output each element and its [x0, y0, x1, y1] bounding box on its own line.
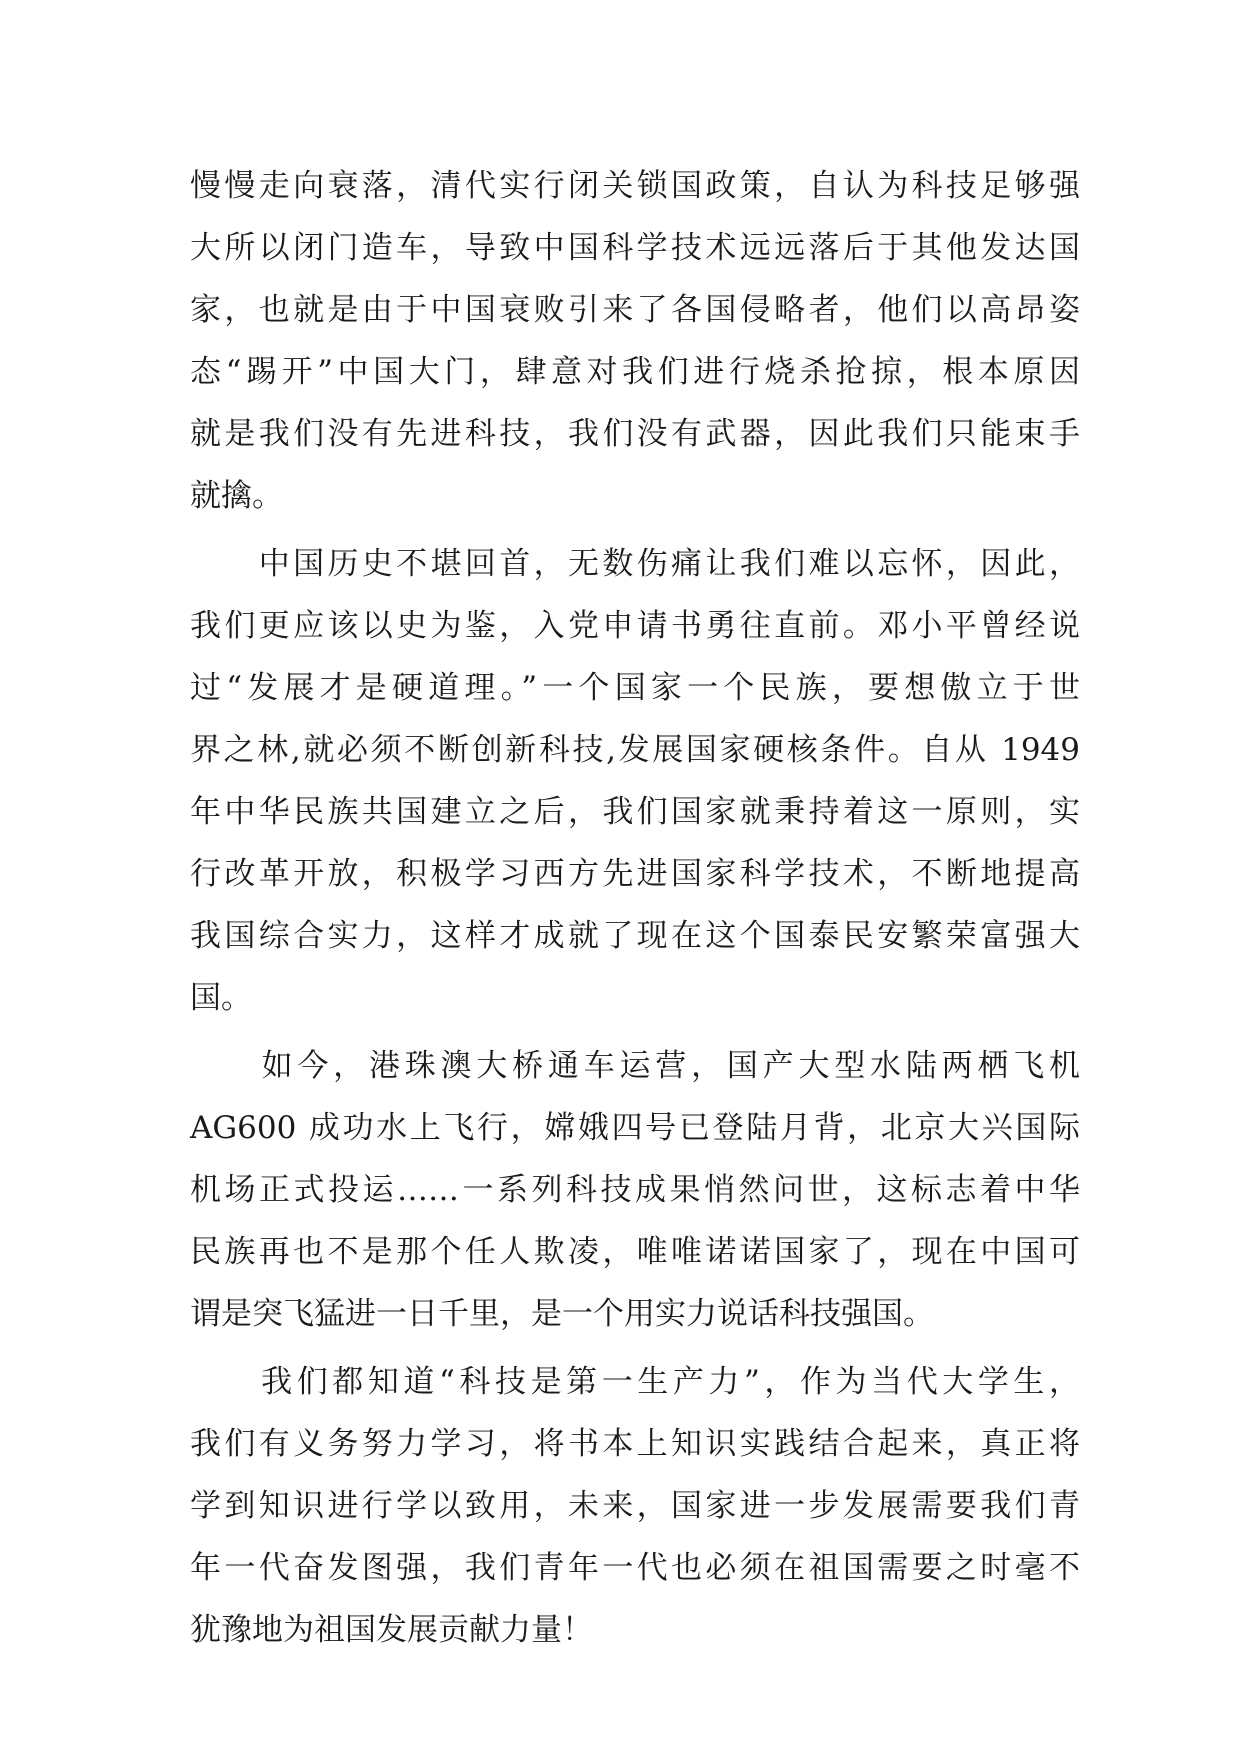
paragraph-line: 就擒。: [190, 478, 283, 514]
paragraph-line: 慢慢走向衰落，清代实行闭关锁国政策，自认为科技足够强: [190, 168, 1080, 204]
paragraph-line: 过“发展才是硬道理。”一个国家一个民族，要想傲立于世: [190, 670, 1080, 706]
paragraph-line: 机场正式投运……一系列科技成果悄然问世，这标志着中华: [190, 1172, 1080, 1208]
paragraph-line: 就是我们没有先进科技，我们没有武器，因此我们只能束手: [190, 416, 1080, 452]
paragraph-line: 我国综合实力，这样才成就了现在这个国泰民安繁荣富强大: [190, 918, 1080, 954]
paragraph-line: 中国历史不堪回首，无数伤痛让我们难以忘怀，因此，: [190, 546, 1080, 582]
paragraph-line: 如今，港珠澳大桥通车运营，国产大型水陆两栖飞机: [190, 1048, 1080, 1084]
paragraph-line: 我们有义务努力学习，将书本上知识实践结合起来，真正将: [190, 1426, 1080, 1462]
paragraph-2: [190, 533, 1080, 1029]
paragraph-line: 谓是突飞猛进一日千里，是一个用实力说话科技强国。: [190, 1296, 934, 1332]
paragraph-line: AG600 成功水上飞行，嫦娥四号已登陆月背，北京大兴国际: [190, 1110, 1080, 1146]
paragraph-line: 态“踢开”中国大门，肆意对我们进行烧杀抢掠，根本原因: [190, 354, 1080, 390]
paragraph-1: [190, 155, 1080, 527]
paragraph-line: 学到知识进行学以致用，未来，国家进一步发展需要我们青: [190, 1488, 1080, 1524]
paragraph-line: 大所以闭门造车，导致中国科学技术远远落后于其他发达国: [190, 230, 1080, 266]
document-body: [190, 155, 1080, 1661]
paragraph-4: [190, 1351, 1080, 1661]
paragraph-line: 界之林,就必须不断创新科技,发展国家硬核条件。自从 1949: [190, 732, 1080, 768]
paragraph-line: 国。: [190, 980, 252, 1016]
paragraph-line: 犹豫地为祖国发展贡献力量！: [190, 1612, 593, 1648]
paragraph-line: 行改革开放，积极学习西方先进国家科学技术，不断地提高: [190, 856, 1080, 892]
paragraph-line: 年一代奋发图强，我们青年一代也必须在祖国需要之时毫不: [190, 1550, 1080, 1586]
paragraph-line: 家，也就是由于中国衰败引来了各国侵略者，他们以高昂姿: [190, 292, 1080, 328]
paragraph-line: 我们都知道“科技是第一生产力”，作为当代大学生，: [190, 1364, 1080, 1400]
paragraph-3: [190, 1035, 1080, 1345]
paragraph-line: 年中华民族共国建立之后，我们国家就秉持着这一原则，实: [190, 794, 1080, 830]
paragraph-line: 我们更应该以史为鉴，入党申请书勇往直前。邓小平曾经说: [190, 608, 1080, 644]
paragraph-line: 民族再也不是那个任人欺凌，唯唯诺诺国家了，现在中国可: [190, 1234, 1080, 1270]
